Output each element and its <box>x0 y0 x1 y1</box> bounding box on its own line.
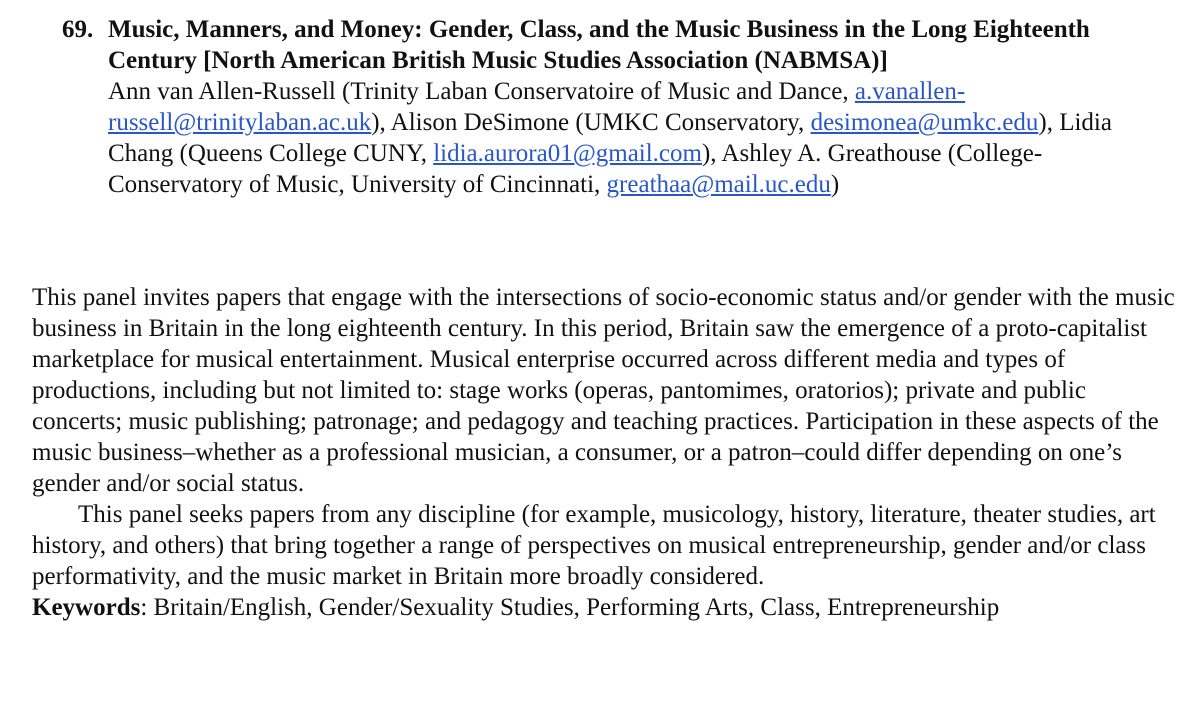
keywords-separator: : <box>140 594 148 621</box>
description-paragraph-2: This panel seeks papers from any discipline (for example, musicology, history, literature, theater studies, art history, and others) that bring together a range of perspectives on musical entrepreneurship, gender and/or class performativity, and the music market in Britain more broadly considered. <box>32 501 1156 590</box>
panel-entry <box>62 14 1172 200</box>
panel-title <box>62 14 1172 76</box>
author-2: ), Alison DeSimone (UMKC Conservatory, <box>371 109 805 136</box>
keywords-value: Britain/English, Gender/Sexuality Studies, Performing Arts, Class, Entrepreneurship <box>147 594 1000 621</box>
email-link-author-3[interactable]: lidia.aurora01@gmail.com <box>433 140 702 167</box>
email-link-author-2[interactable]: desimonea@umkc.edu <box>810 109 1039 136</box>
keywords-label: Keywords <box>32 594 141 621</box>
author-1: Ann van Allen-Russell (Trinity Laban Conservatoire of Music and Dance, <box>108 78 849 105</box>
email-link-author-4[interactable]: greathaa@mail.uc.edu <box>606 171 831 198</box>
author-4: ), Ashley A. Greathouse (College-Conservatory of Music, University of Cincinnati, <box>108 140 1043 198</box>
panel-number: 69. <box>62 16 94 43</box>
email-link-author-1[interactable]: a.vanallen-russell@trinitylaban.ac.uk <box>108 78 966 136</box>
author-list-closing: ) <box>830 171 840 198</box>
description-paragraph-1: This panel invites papers that engage with the intersections of socio-economic status and/or gender with the music business in Britain in the long eighteenth century. In this period, Britain saw the emergence of a proto-capitalist marketplace for musical entertainment. Musical enterprise occurred across different media and types of productions, including but not limited to: stage works (operas, pantomimes, oratorios); private and public concerts; music publishing; patronage; and pedagogy and teaching practices. Participation in these aspects of the music business–whether as a professional musician, a consumer, or a patron–could differ depending on one’s gender and/or social status. <box>32 284 1175 497</box>
author-3: ), Lidia Chang (Queens College CUNY, <box>108 109 1112 167</box>
panel-description <box>32 282 1182 623</box>
keywords-line <box>32 592 1182 623</box>
author-list <box>62 76 1172 200</box>
panel-title-text: Music, Manners, and Money: Gender, Class, and the Music Business in the Long Eighteenth Century [North American British Music Studies Association (NABMSA)] <box>108 16 1090 74</box>
